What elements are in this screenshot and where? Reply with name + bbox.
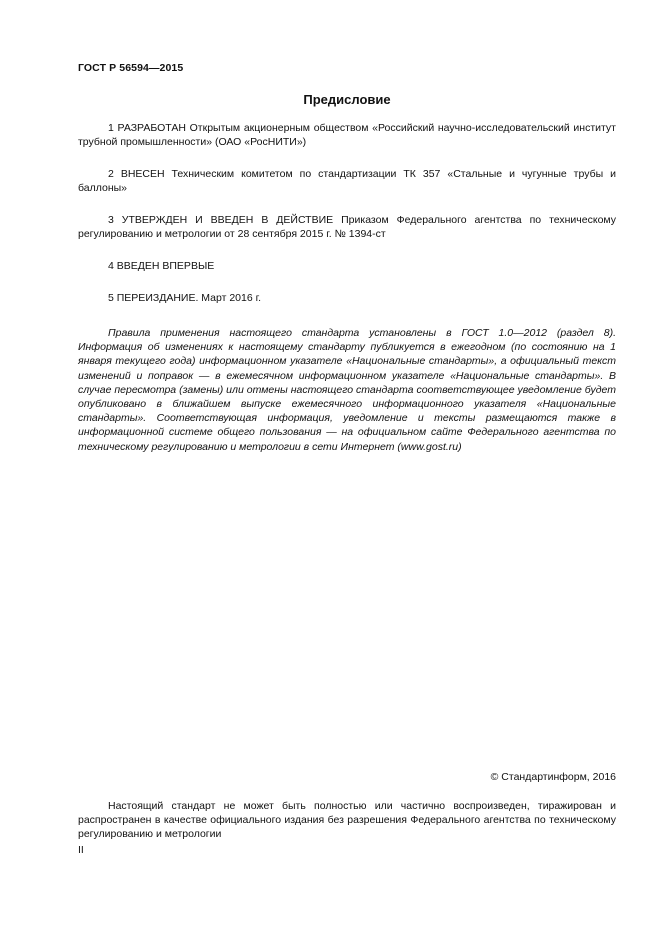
copyright: © Стандартинформ, 2016 [490, 771, 616, 783]
application-rules-notice: Правила применения настоящего стандарта установлены в ГОСТ 1.0—2012 (раздел 8). Информация об изменениях к настоящему стандарту публикуется в ежегодном (по состоянию на 1 января текущего года) информационном указателе «Национальные стандарты», а официальный текст изменений и поправок — в ежемесячном информационном указателе «Национальные стандарты». В случае пересмотра (замены) или отмены настоящего стандарта соответствующее уведомление будет опубликовано в ближайшем выпуске ежемесячного информационного указателя «Национальные стандарты». Соответствующая информация, уведомление и тексты размещаются также в информационной системе общего пользования — на официальном сайте Федерального агентства по техническому регулированию и метрологии в сети Интернет (www.gost.ru) [78, 327, 616, 453]
preface-item-submitted: 2 ВНЕСЕН Техническим комитетом по стандартизации ТК 357 «Стальные и чугунные трубы и баллоны» [78, 168, 616, 194]
standard-id: ГОСТ Р 56594—2015 [78, 62, 184, 74]
preface-item-first-introduced: 4 ВВЕДЕН ВПЕРВЫЕ [108, 260, 215, 272]
preface-item-reissue: 5 ПЕРЕИЗДАНИЕ. Март 2016 г. [108, 292, 262, 304]
preface-items [78, 121, 616, 323]
page-number: II [78, 844, 84, 856]
reproduction-notice: Настоящий стандарт не может быть полностью или частично воспроизведен, тиражирован и распространен в качестве официального издания без разрешения Федерального агентства по техническому регулированию и метрологии [78, 800, 616, 840]
preface-item-approved: 3 УТВЕРЖДЕН И ВВЕДЕН В ДЕЙСТВИЕ Приказом Федерального агентства по техническому регулированию и метрологии от 28 сентября 2015 г. № 1394-ст [78, 214, 616, 240]
page-title: Предисловие [303, 92, 391, 107]
preface-item-developed: 1 РАЗРАБОТАН Открытым акционерным обществом «Российский научно-исследовательский институт трубной промышленности» (ОАО «РосНИТИ») [78, 122, 616, 148]
